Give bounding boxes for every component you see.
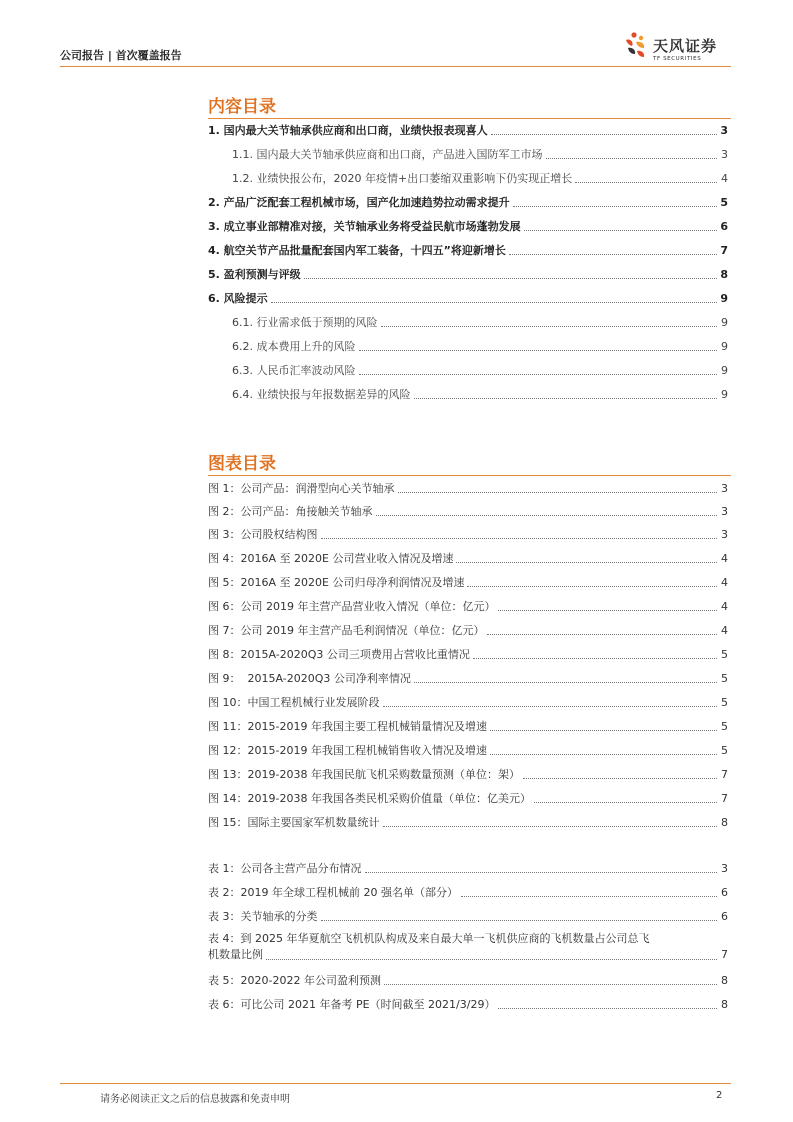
figure-item[interactable]: 图 9： 2015A-2020Q3 公司净利率情况 5 [208,672,728,685]
figure-item[interactable]: 图 11：2015-2019 年我国主要工程机械销量情况及增速 5 [208,720,728,733]
toc-title-divider [208,118,731,119]
report-type-label: 公司报告 | 首次覆盖报告 [60,49,182,62]
table-item-line2: 机数量比例 [208,948,263,961]
figure-item[interactable]: 图 3：公司股权结构图 3 [208,528,728,541]
figure-item[interactable]: 图 14：2019-2038 年我国各类民机采购价值量（单位：亿美元） 7 [208,792,728,805]
figure-item[interactable]: 图 12：2015-2019 年我国工程机械销售收入情况及增速 5 [208,744,728,757]
figures-title-divider [208,475,731,476]
footer-disclaimer: 请务必阅读正文之后的信息披露和免责申明 [100,1094,290,1105]
toc-item[interactable]: 6.3. 人民币汇率波动风险 9 [232,364,728,377]
figure-item[interactable]: 图 15：国际主要国家军机数量统计 8 [208,816,728,829]
figure-item[interactable]: 图 5：2016A 至 2020E 公司归母净利润情况及增速 4 [208,576,728,589]
toc-item[interactable]: 6.1. 行业需求低于预期的风险 9 [232,316,728,329]
toc-item[interactable]: 2. 产品广泛配套工程机械市场，国产化加速趋势拉动需求提升 5 [208,196,728,209]
toc-item[interactable]: 1. 国内最大关节轴承供应商和出口商，业绩快报表现喜人 3 [208,124,728,137]
header-divider [60,66,731,67]
table-item[interactable]: 表 2：2019 年全球工程机械前 20 强名单（部分） 6 [208,886,728,899]
toc-item[interactable]: 6. 风险提示 9 [208,292,728,305]
figure-item[interactable]: 图 8：2015A-2020Q3 公司三项费用占营收比重情况 5 [208,648,728,661]
table-item[interactable]: 表 3：关节轴承的分类 6 [208,910,728,923]
table-item-wrapped[interactable]: 表 4：到 2025 年华夏航空飞机机队构成及来自最大单一飞机供应商的飞机数量占公司总飞 机数量比例 7 [208,932,728,961]
toc-title: 内容目录 [208,97,276,117]
figure-item[interactable]: 图 7：公司 2019 年主营产品毛利润情况（单位：亿元） 4 [208,624,728,637]
table-item[interactable]: 表 5：2020-2022 年公司盈利预测 8 [208,974,728,987]
toc-item[interactable]: 6.4. 业绩快报与年报数据差异的风险 9 [232,388,728,401]
logo-subtext: TF SECURITIES [653,56,702,62]
page-number: 2 [716,1090,723,1101]
figure-item[interactable]: 图 4：2016A 至 2020E 公司营业收入情况及增速 4 [208,552,728,565]
table-item[interactable]: 表 6：可比公司 2021 年备考 PE（时间截至 2021/3/29） 8 [208,998,728,1011]
table-item[interactable]: 表 1：公司各主营产品分布情况 3 [208,862,728,875]
toc-item[interactable]: 1.1. 国内最大关节轴承供应商和出口商，产品进入国防军工市场 3 [232,148,728,161]
figures-title: 图表目录 [208,454,276,474]
footer-divider [60,1083,731,1084]
figure-item[interactable]: 图 1：公司产品：润滑型向心关节轴承 3 [208,482,728,495]
toc-item[interactable]: 1.2. 业绩快报公布，2020 年疫情+出口萎缩双重影响下仍实现正增长 4 [232,172,728,185]
figure-item[interactable]: 图 2：公司产品：角接触关节轴承 3 [208,505,728,518]
toc-item[interactable]: 5. 盈利预测与评级 8 [208,268,728,281]
figure-item[interactable]: 图 6：公司 2019 年主营产品营业收入情况（单位：亿元） 4 [208,600,728,613]
figure-item[interactable]: 图 13：2019-2038 年我国民航飞机采购数量预测（单位：架） 7 [208,768,728,781]
figure-item[interactable]: 图 10：中国工程机械行业发展阶段 5 [208,696,728,709]
table-item-line1: 表 4：到 2025 年华夏航空飞机机队构成及来自最大单一飞机供应商的飞机数量占公司总飞 [208,932,650,945]
toc-item[interactable]: 3. 成立事业部精准对接，关节轴承业务将受益民航市场蓬勃发展 6 [208,220,728,233]
toc-item[interactable]: 4. 航空关节产品批量配套国内军工装备，十四五”将迎新增长 7 [208,244,728,257]
toc-item[interactable]: 6.2. 成本费用上升的风险 9 [232,340,728,353]
logo-text: 天风证券 [653,37,718,55]
